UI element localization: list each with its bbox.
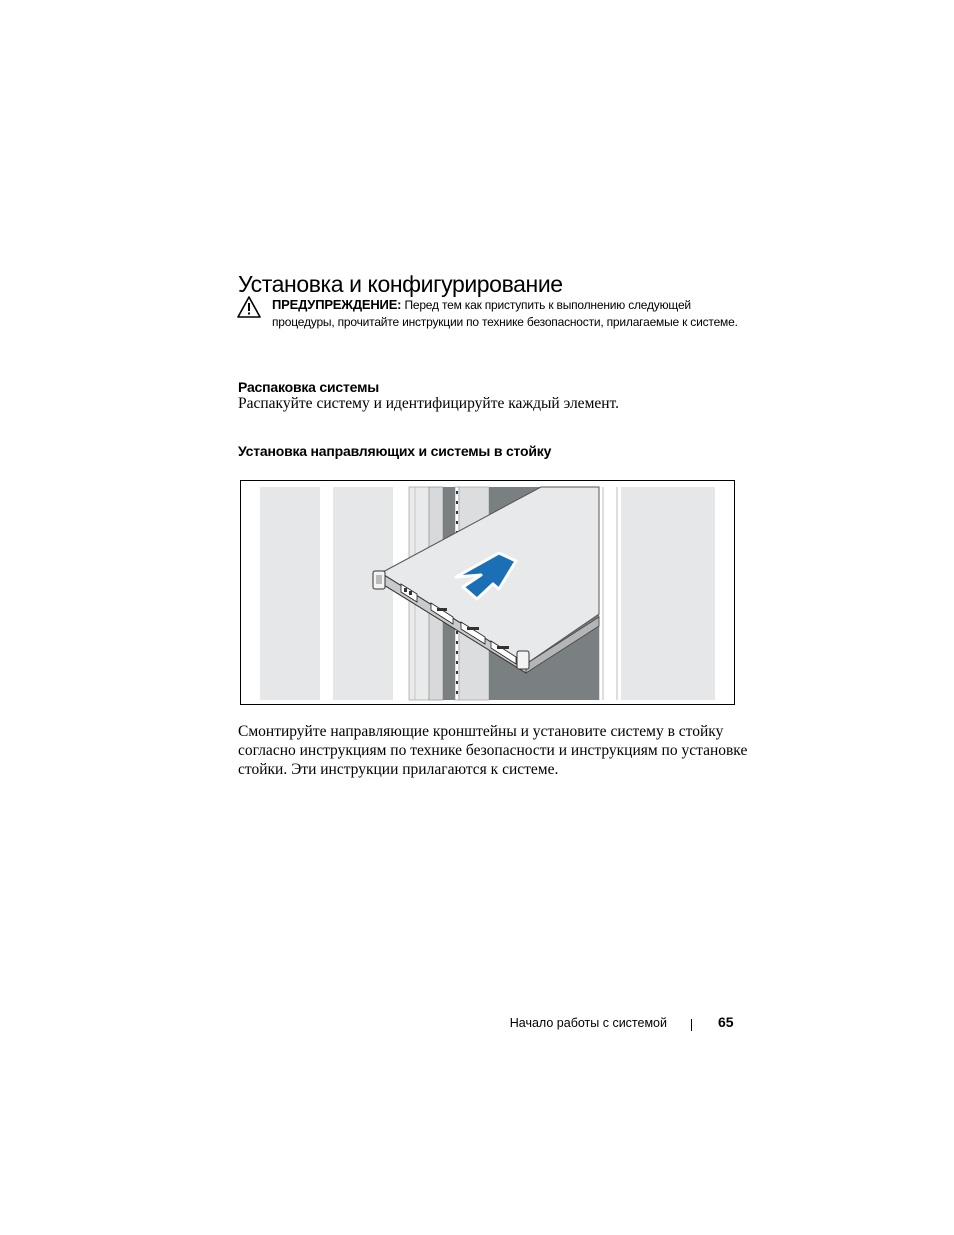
section-body-rack-install bbox=[238, 722, 748, 779]
section-heading-rack-install: Установка направляющих и системы в стойку bbox=[238, 442, 552, 459]
body-line: Смонтируйте направляющие кронштейны и установите систему в стойку bbox=[238, 723, 724, 740]
warning-text: Перед тем как приступить к выполнению следующей процедуры, прочитайте инструкции по технике безопасности, прилагаемые к системе. bbox=[272, 298, 738, 329]
warning-notice bbox=[272, 296, 738, 331]
section-body-unpacking: Распакуйте систему и идентифицируйте каждый элемент. bbox=[238, 395, 620, 412]
background-panel bbox=[621, 487, 715, 700]
background-panel bbox=[260, 487, 320, 700]
footer-chapter: Начало работы с системой bbox=[509, 1016, 667, 1030]
section-heading-unpacking: Распаковка системы bbox=[238, 378, 379, 395]
page-title: Установка и конфигурирование bbox=[238, 271, 563, 298]
body-line: стойки. Эти инструкции прилагаются к системе. bbox=[238, 761, 559, 778]
page-number: 65 bbox=[718, 1014, 734, 1030]
warning-triangle-icon bbox=[237, 296, 261, 318]
background-panel bbox=[333, 487, 393, 700]
body-line: согласно инструкциям по технике безопасности и инструкциям по установке bbox=[238, 742, 748, 759]
warning-label: ПРЕДУПРЕЖДЕНИЕ: bbox=[272, 297, 402, 312]
rack-illustration bbox=[241, 481, 735, 705]
footer-separator bbox=[691, 1019, 692, 1031]
rack-installation-figure bbox=[240, 480, 735, 705]
